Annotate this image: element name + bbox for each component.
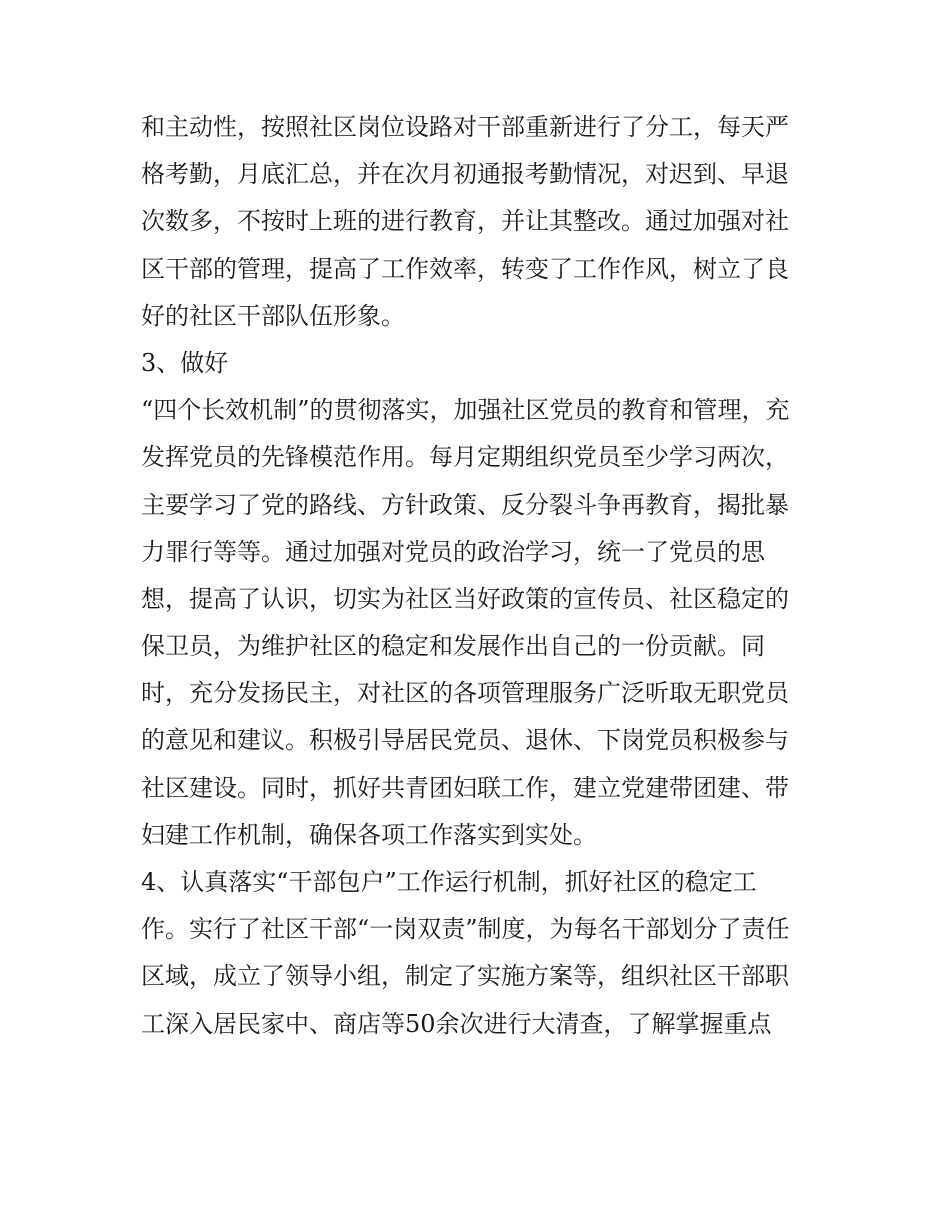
text-line: 发挥党员的先锋模范作用。每月定期组织党员至少学习两次， bbox=[141, 443, 789, 472]
body-text bbox=[141, 104, 821, 1048]
text-line: 保卫员，为维护社区的稳定和发展作出自己的一份贡献。同 bbox=[141, 632, 765, 661]
text-line: 和主动性，按照社区岗位设路对干部重新进行了分工，每天严 bbox=[141, 113, 789, 141]
section-heading: 3、做好 bbox=[141, 348, 229, 377]
text-line: 想，提高了认识，切实为社区当好政策的宣传员、社区稳定的 bbox=[141, 584, 789, 613]
text-line: 区域，成立了领导小组，制定了实施方案等，组织社区干部职 bbox=[141, 962, 789, 991]
text-line: 主要学习了党的路线、方针政策、反分裂斗争再教育，揭批暴 bbox=[141, 490, 789, 519]
text-line: 妇建工作机制，确保各项工作落实到实处。 bbox=[141, 820, 597, 849]
text-line: “四个长效机制”的贯彻落实，加强社区党员的教育和管理，充 bbox=[141, 396, 790, 425]
text-line: 好的社区干部队伍形象。 bbox=[141, 301, 405, 330]
text-line: 格考勤，月底汇总，并在次月初通报考勤情况，对迟到、早退 bbox=[141, 160, 789, 189]
text-line: 作。实行了社区干部“一岗双责”制度，为每名干部划分了责任 bbox=[141, 915, 790, 944]
text-line: 区干部的管理，提高了工作效率，转变了工作作风，树立了良 bbox=[141, 254, 789, 283]
section-heading: 4、认真落实“干部包户”工作运行机制，抓好社区的稳定工 bbox=[141, 868, 757, 896]
text-line: 的意见和建议。积极引导居民党员、退休、下岗党员积极参与 bbox=[141, 726, 789, 755]
text-line: 社区建设。同时，抓好共青团妇联工作，建立党建带团建、带 bbox=[141, 773, 789, 802]
text-line: 力罪行等等。通过加强对党员的政治学习，统一了党员的思 bbox=[141, 537, 765, 566]
text-line: 时，充分发扬民主，对社区的各项管理服务广泛听取无职党员 bbox=[141, 679, 789, 708]
text-line: 工深入居民家中、商店等50余次进行大清查，了解掌握重点 bbox=[141, 1009, 772, 1038]
text-line: 次数多，不按时上班的进行教育，并让其整改。通过加强对社 bbox=[141, 207, 789, 236]
